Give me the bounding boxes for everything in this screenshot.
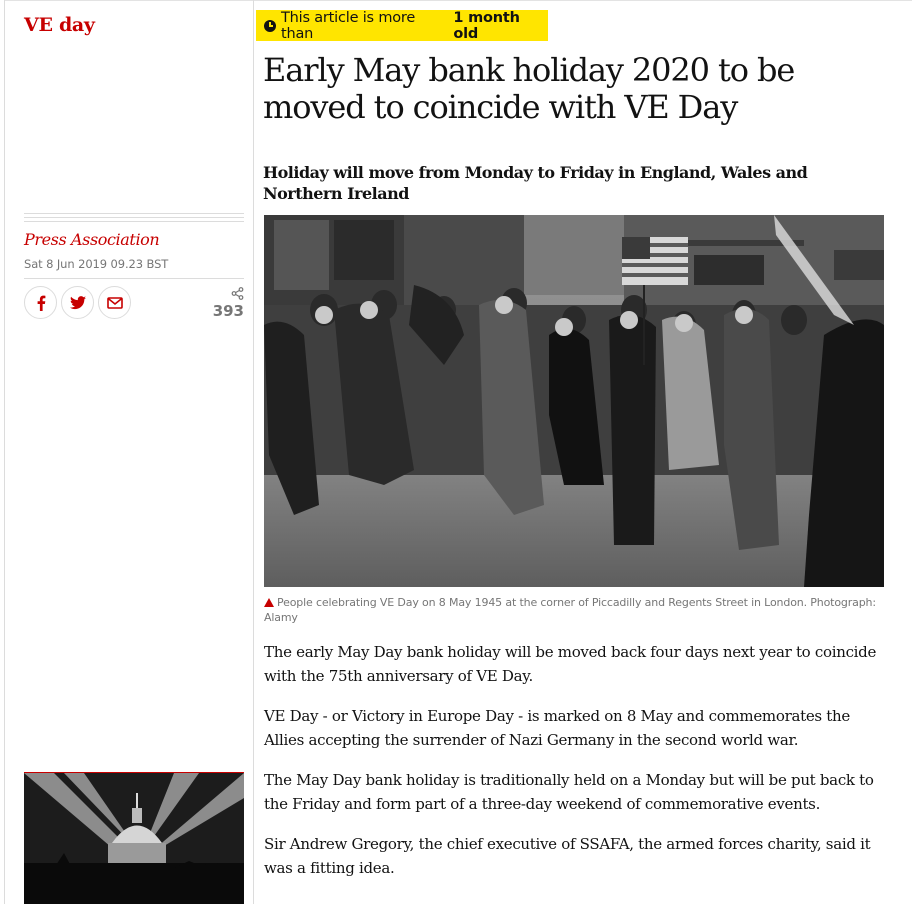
share-count: 393 bbox=[212, 302, 244, 320]
column-divider bbox=[253, 0, 254, 904]
article-body bbox=[264, 640, 884, 896]
related-story-thumbnail[interactable] bbox=[24, 772, 244, 904]
share-icon bbox=[231, 287, 244, 300]
left-border bbox=[4, 0, 5, 904]
byline-author[interactable]: Press Association bbox=[24, 230, 160, 249]
article-age-warning bbox=[256, 10, 548, 41]
meta-divider bbox=[24, 278, 244, 279]
article-standfirst: Holiday will move from Monday to Friday in England, Wales and Northern Ireland bbox=[263, 163, 808, 203]
twitter-icon bbox=[70, 296, 86, 310]
section-label[interactable]: VE day bbox=[24, 14, 95, 36]
age-warning-age: 1 month old bbox=[453, 9, 520, 42]
dateline: Sat 8 Jun 2019 09.23 BST bbox=[24, 257, 169, 271]
clock-icon bbox=[264, 20, 276, 32]
share-facebook-button[interactable] bbox=[24, 286, 57, 319]
hero-photograph[interactable] bbox=[264, 215, 884, 587]
top-border bbox=[4, 0, 912, 1]
meta-rules bbox=[24, 213, 244, 225]
paragraph: The early May Day bank holiday will be moved back four days next year to coincide with the 75th anniversary of VE Day. bbox=[264, 643, 877, 685]
photo-caption bbox=[264, 595, 884, 625]
share-email-button[interactable] bbox=[98, 286, 131, 319]
paragraph: Sir Andrew Gregory, the chief executive of SSAFA, the armed forces charity, said it was a fitting idea. bbox=[264, 835, 871, 877]
share-twitter-button[interactable] bbox=[61, 286, 94, 319]
paragraph: The May Day bank holiday is traditionally held on a Monday but will be put back to the Friday and form part of a three-day weekend of commemorative events. bbox=[264, 771, 874, 813]
caption-triangle-icon bbox=[264, 598, 274, 607]
age-warning-prefix: This article is more than bbox=[281, 9, 416, 42]
paragraph: VE Day - or Victory in Europe Day - is marked on 8 May and commemorates the Allies accepting the surrender of Nazi Germany in the second world war. bbox=[264, 707, 850, 749]
article-headline: Early May bank holiday 2020 to be moved to coincide with VE Day bbox=[263, 51, 795, 126]
caption-text: People celebrating VE Day on 8 May 1945 at the corner of Piccadilly and Regents Street in London. Photograph: Alamy bbox=[264, 596, 876, 624]
email-icon bbox=[107, 297, 123, 309]
facebook-icon bbox=[34, 295, 48, 311]
